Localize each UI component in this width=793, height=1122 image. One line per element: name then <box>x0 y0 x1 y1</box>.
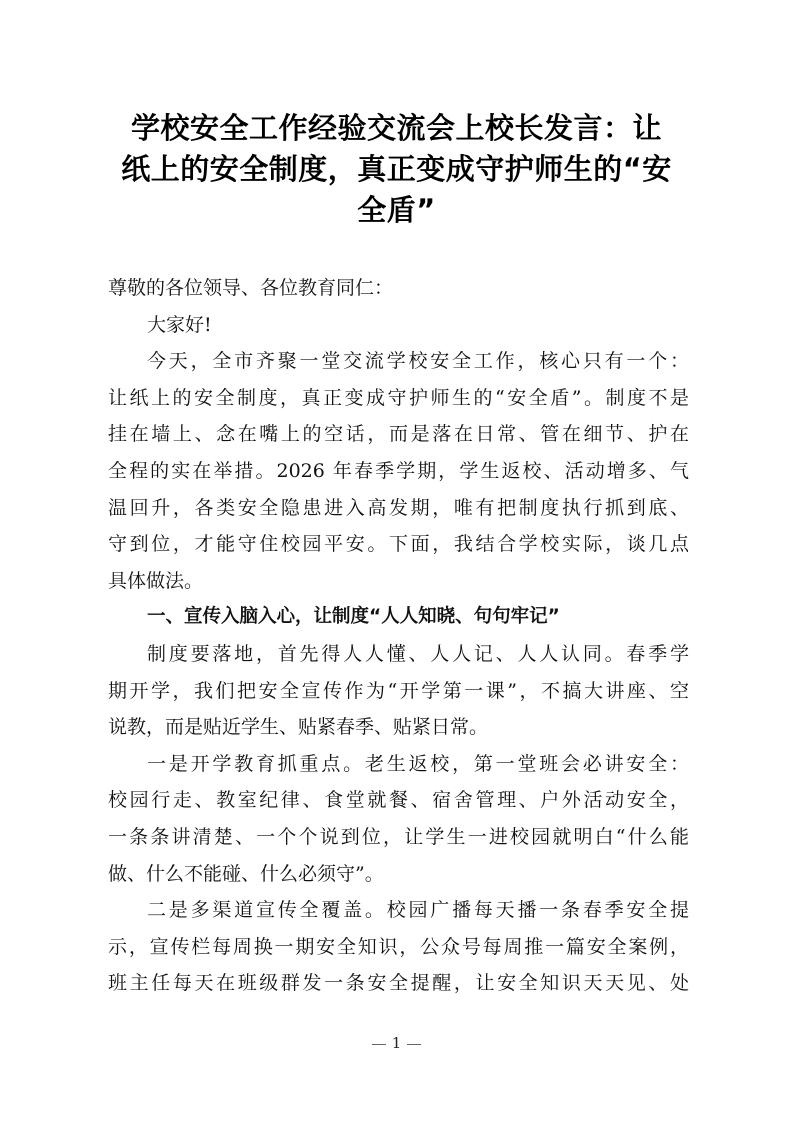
body-line: 校园行走、教室纪律、食堂就餐、宿舍管理、户外活动安全， <box>108 789 689 812</box>
footer-dash-right <box>407 1044 421 1045</box>
body-line: 尊敬的各位领导、各位教育同仁： <box>108 277 394 299</box>
page-footer <box>0 1034 793 1052</box>
body-line: 挂在墙上、念在嘴上的空话，而是落在日常、管在细节、护在 <box>108 423 689 446</box>
title-line-2: 纸上的安全制度，真正变成守护师生的“安 <box>121 152 672 186</box>
body-line: 今天，全市齐聚一堂交流学校安全工作，核心只有一个： <box>147 350 689 373</box>
body-line: 班主任每天在班级群发一条安全提醒，让安全知识天天见、处 <box>108 972 689 995</box>
title-line-3: 全盾” <box>357 193 436 227</box>
body-line: 全程的实在举措。2026 年春季学期，学生返校、活动增多、气 <box>108 459 689 482</box>
body-line: 具体做法。 <box>108 569 204 592</box>
body-line: 一是开学教育抓重点。老生返校，第一堂班会必讲安全： <box>147 752 689 775</box>
document-title <box>100 108 693 231</box>
footer-dash-left <box>372 1044 386 1045</box>
page-number: 1 <box>391 1034 402 1052</box>
title-line-1: 学校安全工作经验交流会上校长发言：让 <box>130 111 662 145</box>
body-line: 温回升，各类安全隐患进入高发期，唯有把制度执行抓到底、 <box>108 496 689 519</box>
body-line: 做、什么不能碰、什么必须守”。 <box>108 862 384 885</box>
body-line: 守到位，才能守住校园平安。下面，我结合学校实际，谈几点 <box>108 533 689 556</box>
body-line: 让纸上的安全制度，真正变成守护师生的“安全盾”。制度不是 <box>108 386 689 409</box>
section-heading: 一、宣传入脑入心，让制度“人人知晓、句句牢记” <box>147 606 560 628</box>
body-line: 一条条讲清楚、一个个说到位，让学生一进校园就明白“什么能 <box>108 825 689 848</box>
document-body <box>108 270 689 1002</box>
body-line: 制度要落地，首先得人人懂、人人记、人人认同。春季学 <box>147 642 689 665</box>
body-line: 大家好! <box>147 313 212 336</box>
body-line: 期开学，我们把安全宣传作为“开学第一课”，不搞大讲座、空 <box>108 679 689 702</box>
body-line: 示，宣传栏每周换一期安全知识，公众号每周推一篇安全案例， <box>108 935 689 958</box>
body-line: 说教，而是贴近学生、贴紧春季、贴紧日常。 <box>108 716 489 739</box>
body-line: 二是多渠道宣传全覆盖。校园广播每天播一条春季安全提 <box>147 899 689 922</box>
